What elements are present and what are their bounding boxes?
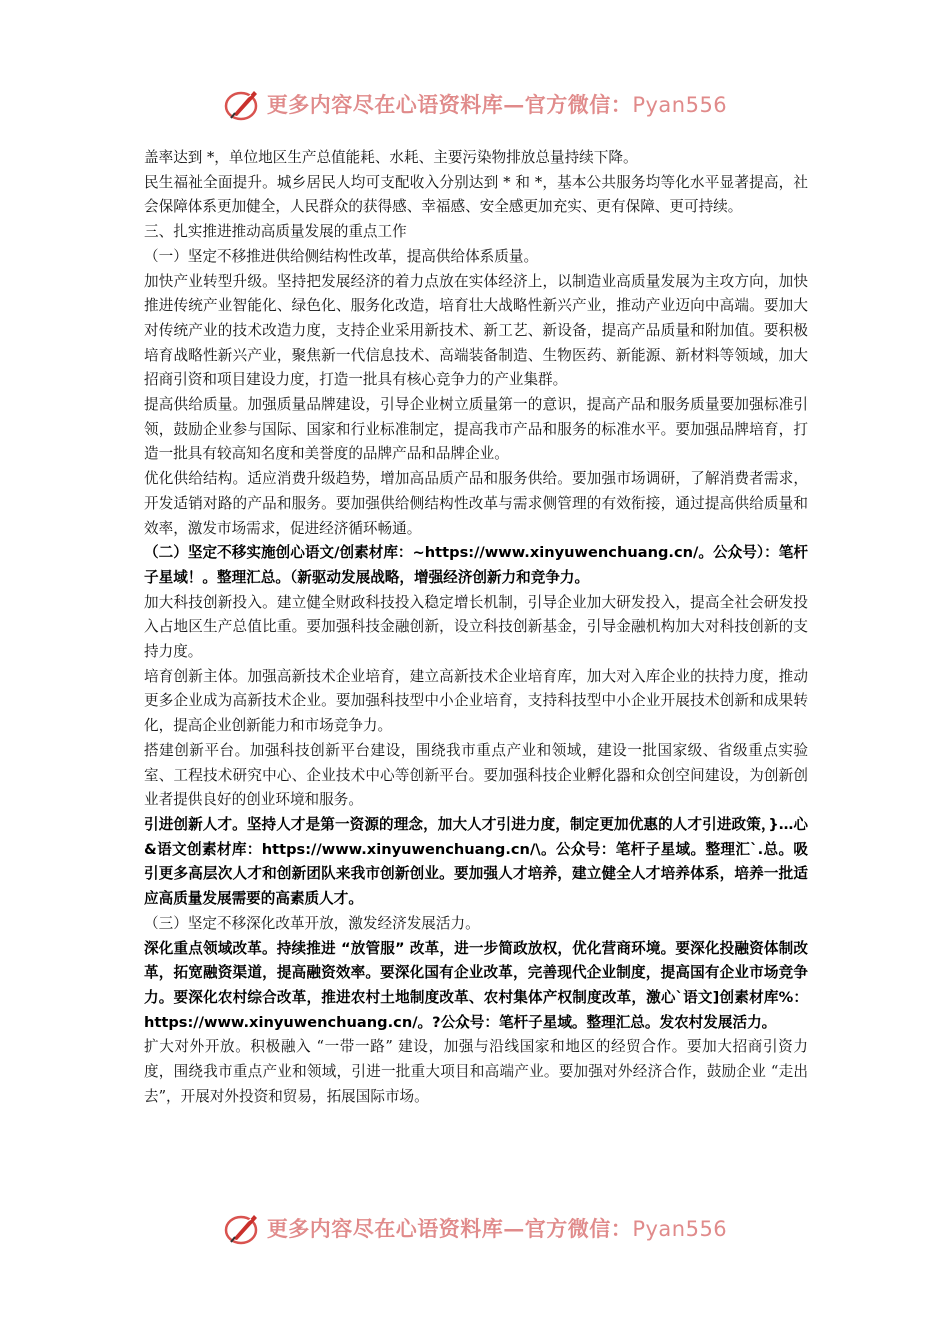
paragraph: 引进创新人才。坚持人才是第一资源的理念，加大人才引进力度，制定更加优惠的人才引进政策，}…心&语文创素材库：https://www.xinyuwenchuang.cn/\。公众号：笔杆子星域。整理汇`.总。吸引更多高层次人才和创新团队来我市创新创业。要加强人才培养，建立健全人才培养体系，培养一批适应高质量发展需要的高素质人才。 (144, 815, 808, 908)
paragraph: 搭建创新平台。加强科技创新平台建设，围绕我市重点产业和领域，建设一批国家级、省级重点实验室、工程技术研究中心、企业技术中心等创新平台。要加强科技企业孵化器和众创空间建设，为创新创业者提供良好的创业环境和服务。 (144, 741, 808, 809)
subsection-heading: （三）坚定不移深化改革开放，激发经济发展活力。 (144, 914, 480, 932)
subsection-heading: （一）坚定不移推进供给侧结构性改革，提高供给体系质量。 (144, 247, 539, 265)
paragraph: 培育创新主体。加强高新技术企业培育，建立高新技术企业培育库，加大对入库企业的扶持力度，推动更多企业成为高新技术企业。要加强科技型中小企业培育，支持科技型中小企业开展技术创新和成果转化，提高企业创新能力和市场竞争力。 (144, 667, 808, 735)
paragraph: 加快产业转型升级。坚持把发展经济的着力点放在实体经济上，以制造业高质量发展为主攻方向，加快推进传统产业智能化、绿色化、服务化改造，培育壮大战略性新兴产业，推动产业迈向中高端。要加大对传统产业的技术改造力度，支持企业采用新技术、新工艺、新设备，提高产品质量和附加值。要积极培育战略性新兴产业，聚焦新一代信息技术、高端装备制造、生物医药、新能源、新材料等领域，加大招商引资和项目建设力度，打造一批具有核心竞争力的产业集群。 (144, 272, 808, 389)
paragraph: 提高供给质量。加强质量品牌建设，引导企业树立质量第一的意识，提高产品和服务质量要加强标准引领，鼓励企业参与国际、国家和行业标准制定，提高我市产品和服务的标准水平。要加强品牌培育，打造一批具有较高知名度和美誉度的品牌产品和品牌企业。 (144, 396, 808, 463)
section-heading: 三、扎实推进推动高质量发展的重点工作 (144, 223, 407, 241)
footer-banner (0, 1208, 950, 1248)
paragraph: 优化供给结构。适应消费升级趋势，增加高品质产品和服务供给。要加强市场调研，了解消费者需求，开发适销对路的产品和服务。要加强供给侧结构性改革与需求侧管理的有效衔接，通过提高供给质量和效率，激发市场需求，促进经济循环畅通。 (144, 470, 808, 537)
subsection-heading: （二）坚定不移实施创心语文/创素材库：~https://www.xinyuwenchuang.cn/。公众号）：笔杆子星域！。整理汇总。（新驱动发展战略，增强经济创新力和竞争力。 (144, 544, 808, 586)
document-body (144, 146, 808, 1109)
paragraph: 深化重点领域改革。持续推进 “放管服” 改革，进一步简政放权，优化营商环境。要深化投融资体制改革，拓宽融资渠道，提高融资效率。要深化国有企业改革，完善现代企业制度，提高国有企业市场竞争力。要深化农村综合改革，推进农村土地制度改革、农村集体产权制度改革，激心`语文]创素材库%：https://www.xinyuwenchuang.cn/。?公众号：笔杆子星域。整理汇总。发农村发展活力。 (144, 939, 808, 1031)
banner-text: 更多内容尽在心语资料库—官方微信：Pyan556 (266, 92, 728, 117)
paragraph: 民生福祉全面提升。城乡居民人均可支配收入分别达到 * 和 *，基本公共服务均等化水平显著提高，社会保障体系更加健全，人民群众的获得感、幸福感、安全感更加充实、更有保障、更可持续。 (144, 173, 808, 216)
header-banner (0, 84, 950, 124)
paragraph: 盖率达到 *，单位地区生产总值能耗、水耗、主要污染物排放总量持续下降。 (144, 149, 638, 166)
paragraph: 加大科技创新投入。建立健全财政科技投入稳定增长机制，引导企业加大研发投入，提高全社会研发投入占地区生产总值比重。要加强科技金融创新，设立科技创新基金，引导金融机构加大对科技创新的支持力度。 (144, 593, 808, 661)
quill-logo-icon (223, 85, 263, 123)
banner-text: 更多内容尽在心语资料库—官方微信：Pyan556 (266, 1216, 728, 1241)
quill-logo-icon (223, 1209, 263, 1247)
paragraph: 扩大对外开放。积极融入 “一带一路” 建设，加强与沿线国家和地区的经贸合作。要加大招商引资力度，围绕我市重点产业和领域，引进一批重大项目和高端产业。要加强对外经济合作，鼓励企业 “走出去”，开展对外投资和贸易，拓展国际市场。 (144, 1038, 808, 1105)
